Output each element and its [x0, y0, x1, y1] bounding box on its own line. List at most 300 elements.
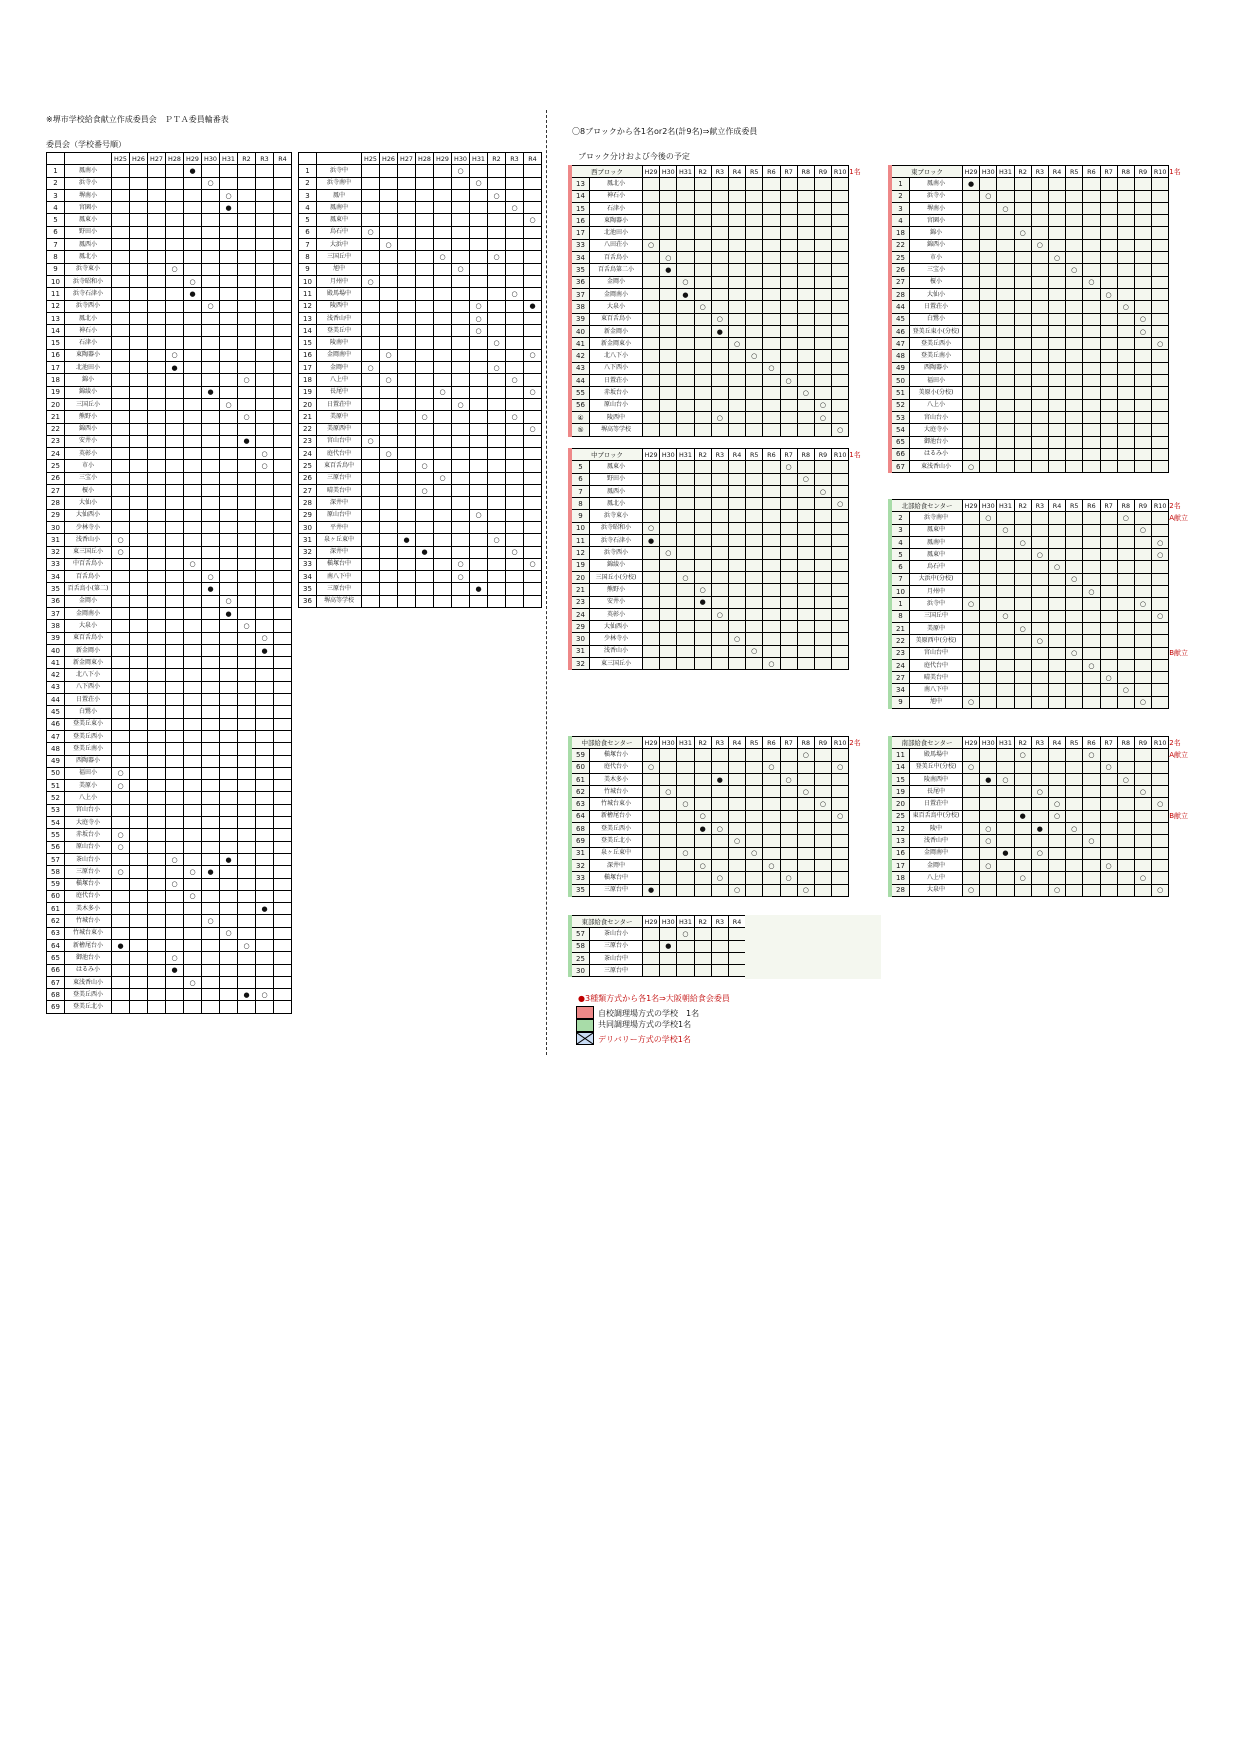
rotation-mark — [184, 694, 202, 706]
rotation-mark — [416, 239, 434, 251]
rotation-mark — [963, 350, 980, 362]
rotation-mark — [643, 621, 660, 633]
rotation-mark: ○ — [256, 632, 274, 644]
table-row — [47, 607, 292, 619]
rotation-mark — [711, 215, 728, 227]
rotation-mark — [780, 658, 797, 670]
rotation-mark — [694, 399, 711, 411]
rotation-mark — [488, 386, 506, 398]
rotation-mark — [1066, 586, 1083, 598]
table-row — [47, 177, 292, 189]
rotation-mark — [694, 786, 711, 798]
rotation-mark — [1014, 375, 1031, 387]
rotation-mark — [434, 558, 452, 570]
rotation-mark — [711, 498, 728, 510]
rotation-mark — [1117, 190, 1134, 202]
rotation-mark: ○ — [416, 460, 434, 472]
rotation-mark — [470, 362, 488, 374]
rotation-mark — [1066, 215, 1083, 227]
rotation-mark: ○ — [470, 312, 488, 324]
rotation-mark — [274, 325, 292, 337]
rotation-mark — [832, 411, 849, 423]
school-number: 22 — [47, 423, 65, 435]
rotation-mark — [166, 829, 184, 841]
rotation-mark — [398, 595, 416, 607]
rotation-mark — [1048, 586, 1065, 598]
rotation-mark — [1083, 847, 1100, 859]
rotation-mark: ○ — [763, 362, 780, 374]
empty-shaded-area — [745, 915, 881, 979]
school-number: 6 — [299, 226, 317, 238]
menu-note — [1169, 561, 1200, 573]
rotation-mark: ○ — [1014, 227, 1031, 239]
table-row — [299, 214, 542, 226]
rotation-mark — [184, 841, 202, 853]
school-number: 42 — [47, 669, 65, 681]
rotation-mark — [1100, 884, 1117, 896]
rotation-mark — [1152, 375, 1169, 387]
rotation-mark — [1014, 512, 1031, 524]
rotation-mark — [1083, 810, 1100, 822]
rotation-mark — [256, 890, 274, 902]
rotation-mark — [694, 350, 711, 362]
rotation-mark — [963, 749, 980, 761]
rotation-mark — [416, 509, 434, 521]
rotation-mark — [660, 485, 677, 497]
rotation-mark — [184, 964, 202, 976]
rotation-mark — [1066, 399, 1083, 411]
school-name: 登美丘西小 — [65, 989, 112, 1001]
rotation-mark: ● — [166, 362, 184, 374]
rotation-mark — [398, 460, 416, 472]
school-name: 三宝小 — [910, 264, 963, 276]
rotation-mark — [238, 730, 256, 742]
school-number: 35 — [570, 884, 590, 896]
rotation-mark — [963, 387, 980, 399]
rotation-mark — [694, 202, 711, 214]
rotation-mark: ○ — [797, 884, 814, 896]
school-number: 37 — [570, 288, 590, 300]
table-row — [570, 608, 879, 620]
rotation-mark — [997, 672, 1014, 684]
school-name: 野田小 — [65, 226, 112, 238]
rotation-mark — [1117, 622, 1134, 634]
rotation-mark — [980, 761, 997, 773]
rotation-mark — [112, 312, 130, 324]
table-row — [890, 647, 1199, 659]
school-number: 20 — [47, 398, 65, 410]
rotation-mark — [148, 300, 166, 312]
school-number: 45 — [47, 706, 65, 718]
rotation-mark: ○ — [780, 375, 797, 387]
rotation-mark — [711, 301, 728, 313]
rotation-mark — [166, 189, 184, 201]
year-header: H30 — [980, 500, 997, 512]
rotation-mark: ○ — [1100, 672, 1117, 684]
rotation-mark — [763, 215, 780, 227]
rotation-mark — [470, 497, 488, 509]
table-row — [47, 423, 292, 435]
school-name: 美原中 — [317, 411, 362, 423]
rotation-mark — [980, 301, 997, 313]
rotation-mark — [1134, 635, 1151, 647]
rotation-mark: ○ — [832, 498, 849, 510]
rotation-mark — [416, 165, 434, 177]
school-number: 41 — [570, 338, 590, 350]
rotation-mark: ○ — [184, 890, 202, 902]
rotation-mark — [220, 411, 238, 423]
rotation-mark — [112, 792, 130, 804]
school-name: 浜寺石津小 — [65, 288, 112, 300]
school-number: 9 — [570, 510, 590, 522]
rotation-mark — [166, 288, 184, 300]
table-row — [890, 424, 1199, 436]
rotation-mark — [763, 608, 780, 620]
table-row — [570, 411, 879, 423]
rotation-mark — [746, 375, 763, 387]
rotation-mark — [963, 810, 980, 822]
rotation-mark — [166, 595, 184, 607]
rotation-mark — [780, 535, 797, 547]
rotation-mark: ○ — [112, 546, 130, 558]
rotation-mark — [398, 509, 416, 521]
rotation-mark — [470, 521, 488, 533]
rotation-mark — [130, 915, 148, 927]
rotation-mark — [452, 214, 470, 226]
rotation-mark — [1083, 684, 1100, 696]
rotation-mark — [643, 190, 660, 202]
rotation-mark: ○ — [963, 598, 980, 610]
rotation-mark — [202, 804, 220, 816]
rotation-mark — [1066, 561, 1083, 573]
rotation-mark — [728, 810, 745, 822]
rotation-mark — [202, 706, 220, 718]
rotation-mark — [274, 632, 292, 644]
rotation-mark — [797, 798, 814, 810]
rotation-mark — [1100, 313, 1117, 325]
rotation-mark — [677, 658, 694, 670]
rotation-mark — [997, 436, 1014, 448]
rotation-mark — [452, 521, 470, 533]
rotation-mark — [814, 584, 831, 596]
rotation-mark — [997, 325, 1014, 337]
school-name: 鳳北小 — [590, 178, 643, 190]
rotation-mark — [780, 884, 797, 896]
rotation-mark — [166, 940, 184, 952]
rotation-mark — [202, 595, 220, 607]
year-header: H30 — [452, 153, 470, 165]
rotation-mark — [832, 884, 849, 896]
page-title: ※堺市学校給食献立作成委員会 ＰＴＡ委員輪番表 — [46, 115, 229, 124]
rotation-mark: ● — [643, 884, 660, 896]
rotation-mark — [1031, 252, 1048, 264]
rotation-mark — [524, 534, 542, 546]
rotation-mark — [112, 964, 130, 976]
rotation-mark — [1031, 313, 1048, 325]
rotation-mark — [184, 743, 202, 755]
rotation-mark — [677, 559, 694, 571]
rotation-mark — [832, 596, 849, 608]
school-name: 旭中 — [317, 263, 362, 275]
table-row — [47, 718, 292, 730]
rotation-mark: ○ — [980, 512, 997, 524]
rotation-mark — [814, 178, 831, 190]
rotation-mark: ○ — [362, 362, 380, 374]
rotation-mark — [963, 301, 980, 313]
rotation-mark — [166, 312, 184, 324]
rotation-mark — [963, 586, 980, 598]
rotation-mark — [711, 940, 728, 952]
school-name: 東陶器小 — [590, 215, 643, 227]
school-name: 少林寺小 — [590, 633, 643, 645]
menu-note — [849, 761, 880, 773]
school-number: 68 — [47, 989, 65, 1001]
rotation-mark — [524, 435, 542, 447]
rotation-mark — [1083, 436, 1100, 448]
year-header: H31 — [997, 500, 1014, 512]
rotation-mark: ○ — [797, 387, 814, 399]
school-name: 浅香山中 — [317, 312, 362, 324]
rotation-mark: ○ — [238, 374, 256, 386]
rotation-mark — [416, 472, 434, 484]
rotation-mark — [711, 810, 728, 822]
rotation-mark — [398, 374, 416, 386]
rotation-mark — [1134, 773, 1151, 785]
block-label: 中ブロック — [570, 449, 643, 461]
rotation-mark — [677, 633, 694, 645]
rotation-mark — [1152, 835, 1169, 847]
rotation-mark — [202, 472, 220, 484]
rotation-mark — [380, 263, 398, 275]
rotation-mark — [202, 374, 220, 386]
rotation-mark — [997, 512, 1014, 524]
rotation-mark — [220, 485, 238, 497]
school-name: 榎小 — [65, 485, 112, 497]
school-name: 金岡中 — [910, 859, 963, 871]
rotation-mark — [524, 472, 542, 484]
rotation-mark — [711, 510, 728, 522]
rotation-mark — [832, 325, 849, 337]
table-row — [570, 239, 879, 251]
school-number: 51 — [890, 387, 910, 399]
table-row — [570, 761, 879, 773]
school-name: 安井小 — [590, 596, 643, 608]
rotation-mark — [416, 374, 434, 386]
rotation-mark — [746, 859, 763, 871]
year-header: R6 — [763, 449, 780, 461]
rotation-mark — [746, 584, 763, 596]
school-number: 7 — [890, 573, 910, 585]
rotation-mark — [238, 460, 256, 472]
rotation-mark — [202, 312, 220, 324]
rotation-mark — [1014, 362, 1031, 374]
rotation-mark — [1134, 761, 1151, 773]
rotation-mark — [1117, 325, 1134, 337]
rotation-mark — [1031, 884, 1048, 896]
school-number: 27 — [299, 485, 317, 497]
rotation-mark — [763, 288, 780, 300]
school-name: 大泉小 — [65, 620, 112, 632]
rotation-mark — [1100, 598, 1117, 610]
year-header: R4 — [728, 166, 745, 178]
rotation-mark — [148, 386, 166, 398]
rotation-mark — [524, 583, 542, 595]
year-header: H31 — [677, 449, 694, 461]
school-number: 2 — [47, 177, 65, 189]
rotation-mark — [963, 798, 980, 810]
school-name: 宮園小 — [910, 215, 963, 227]
school-name: 堺南小 — [910, 202, 963, 214]
rotation-mark — [963, 227, 980, 239]
rotation-mark — [963, 835, 980, 847]
rotation-mark — [416, 448, 434, 460]
table-row — [47, 706, 292, 718]
school-name: 金岡中 — [317, 362, 362, 374]
rotation-mark — [963, 773, 980, 785]
rotation-mark — [112, 214, 130, 226]
rotation-mark — [763, 313, 780, 325]
rotation-mark — [780, 362, 797, 374]
rotation-mark — [1048, 239, 1065, 251]
school-name: 鳳南小 — [910, 178, 963, 190]
table-row — [570, 786, 879, 798]
rotation-mark — [677, 411, 694, 423]
rotation-mark — [238, 632, 256, 644]
rotation-mark — [797, 810, 814, 822]
rotation-mark — [452, 325, 470, 337]
rotation-mark — [1134, 859, 1151, 871]
rotation-mark — [1083, 448, 1100, 460]
rotation-mark — [148, 312, 166, 324]
rotation-mark — [238, 485, 256, 497]
rotation-mark — [274, 607, 292, 619]
rotation-mark — [728, 485, 745, 497]
table-row — [570, 823, 879, 835]
rotation-mark — [130, 571, 148, 583]
rotation-mark — [130, 607, 148, 619]
menu-note: A献立 — [1169, 750, 1189, 759]
block-header-row — [570, 449, 879, 461]
table-row — [299, 423, 542, 435]
school-name: 西陶器小 — [910, 362, 963, 374]
school-number: 21 — [47, 411, 65, 423]
rotation-mark — [832, 473, 849, 485]
school-name: 八田荘小 — [590, 239, 643, 251]
school-name: 鳳南中 — [317, 202, 362, 214]
table-row — [47, 940, 292, 952]
school-number: 68 — [570, 823, 590, 835]
rotation-mark — [963, 561, 980, 573]
rotation-mark — [524, 485, 542, 497]
rotation-mark: ○ — [416, 485, 434, 497]
rotation-mark — [184, 423, 202, 435]
rotation-mark — [677, 301, 694, 313]
rotation-mark — [1048, 512, 1065, 524]
rotation-mark — [238, 558, 256, 570]
rotation-mark — [274, 792, 292, 804]
rotation-mark — [1117, 399, 1134, 411]
school-number: 59 — [570, 749, 590, 761]
block-header-row — [570, 166, 879, 178]
rotation-mark — [238, 521, 256, 533]
rotation-mark — [452, 177, 470, 189]
table-row — [890, 264, 1199, 276]
rotation-mark — [274, 423, 292, 435]
rotation-mark — [184, 583, 202, 595]
rotation-mark — [1117, 835, 1134, 847]
rotation-mark — [746, 798, 763, 810]
year-header: H29 — [643, 737, 660, 749]
school-name: 三原台小 — [590, 940, 643, 952]
rotation-mark — [780, 810, 797, 822]
rotation-mark — [112, 362, 130, 374]
rotation-mark — [814, 786, 831, 798]
rotation-mark — [728, 178, 745, 190]
menu-note: B献立 — [1169, 649, 1189, 658]
school-name: 中百舌鳥小 — [65, 558, 112, 570]
rotation-mark: ○ — [1100, 761, 1117, 773]
rotation-mark — [832, 252, 849, 264]
menu-note — [1169, 598, 1200, 610]
rotation-mark — [746, 411, 763, 423]
rotation-mark — [997, 239, 1014, 251]
year-header: H27 — [398, 153, 416, 165]
rotation-mark — [1083, 387, 1100, 399]
rotation-mark — [1134, 362, 1151, 374]
rotation-mark — [1066, 252, 1083, 264]
rotation-mark — [1100, 773, 1117, 785]
rotation-mark — [814, 461, 831, 473]
rotation-mark — [711, 633, 728, 645]
rotation-mark — [1117, 461, 1134, 473]
rotation-mark — [980, 375, 997, 387]
rotation-mark — [677, 350, 694, 362]
table-row — [890, 301, 1199, 313]
rotation-mark — [362, 202, 380, 214]
school-number: 59 — [47, 878, 65, 890]
rotation-mark — [256, 829, 274, 841]
rotation-mark — [963, 847, 980, 859]
rotation-mark — [220, 669, 238, 681]
rotation-mark: ○ — [832, 424, 849, 436]
rotation-mark — [488, 275, 506, 287]
table-row — [47, 878, 292, 890]
rotation-mark — [660, 658, 677, 670]
table-row — [890, 512, 1199, 524]
rotation-mark — [780, 411, 797, 423]
rotation-mark — [780, 547, 797, 559]
rotation-mark — [220, 866, 238, 878]
rotation-mark — [166, 632, 184, 644]
table-row — [47, 976, 292, 988]
rotation-mark — [1014, 239, 1031, 251]
rotation-mark: ○ — [677, 928, 694, 940]
rotation-mark — [1117, 598, 1134, 610]
rotation-mark — [148, 878, 166, 890]
table-row — [570, 884, 879, 896]
rotation-mark: ○ — [997, 610, 1014, 622]
rotation-mark — [238, 263, 256, 275]
rotation-mark: ○ — [1048, 884, 1065, 896]
rotation-mark — [202, 509, 220, 521]
rotation-mark — [1031, 647, 1048, 659]
school-name: 大仙西小 — [590, 621, 643, 633]
school-number: 23 — [570, 596, 590, 608]
table-row — [299, 386, 542, 398]
rotation-mark — [202, 362, 220, 374]
rotation-mark — [677, 178, 694, 190]
menu-note — [1169, 696, 1200, 708]
